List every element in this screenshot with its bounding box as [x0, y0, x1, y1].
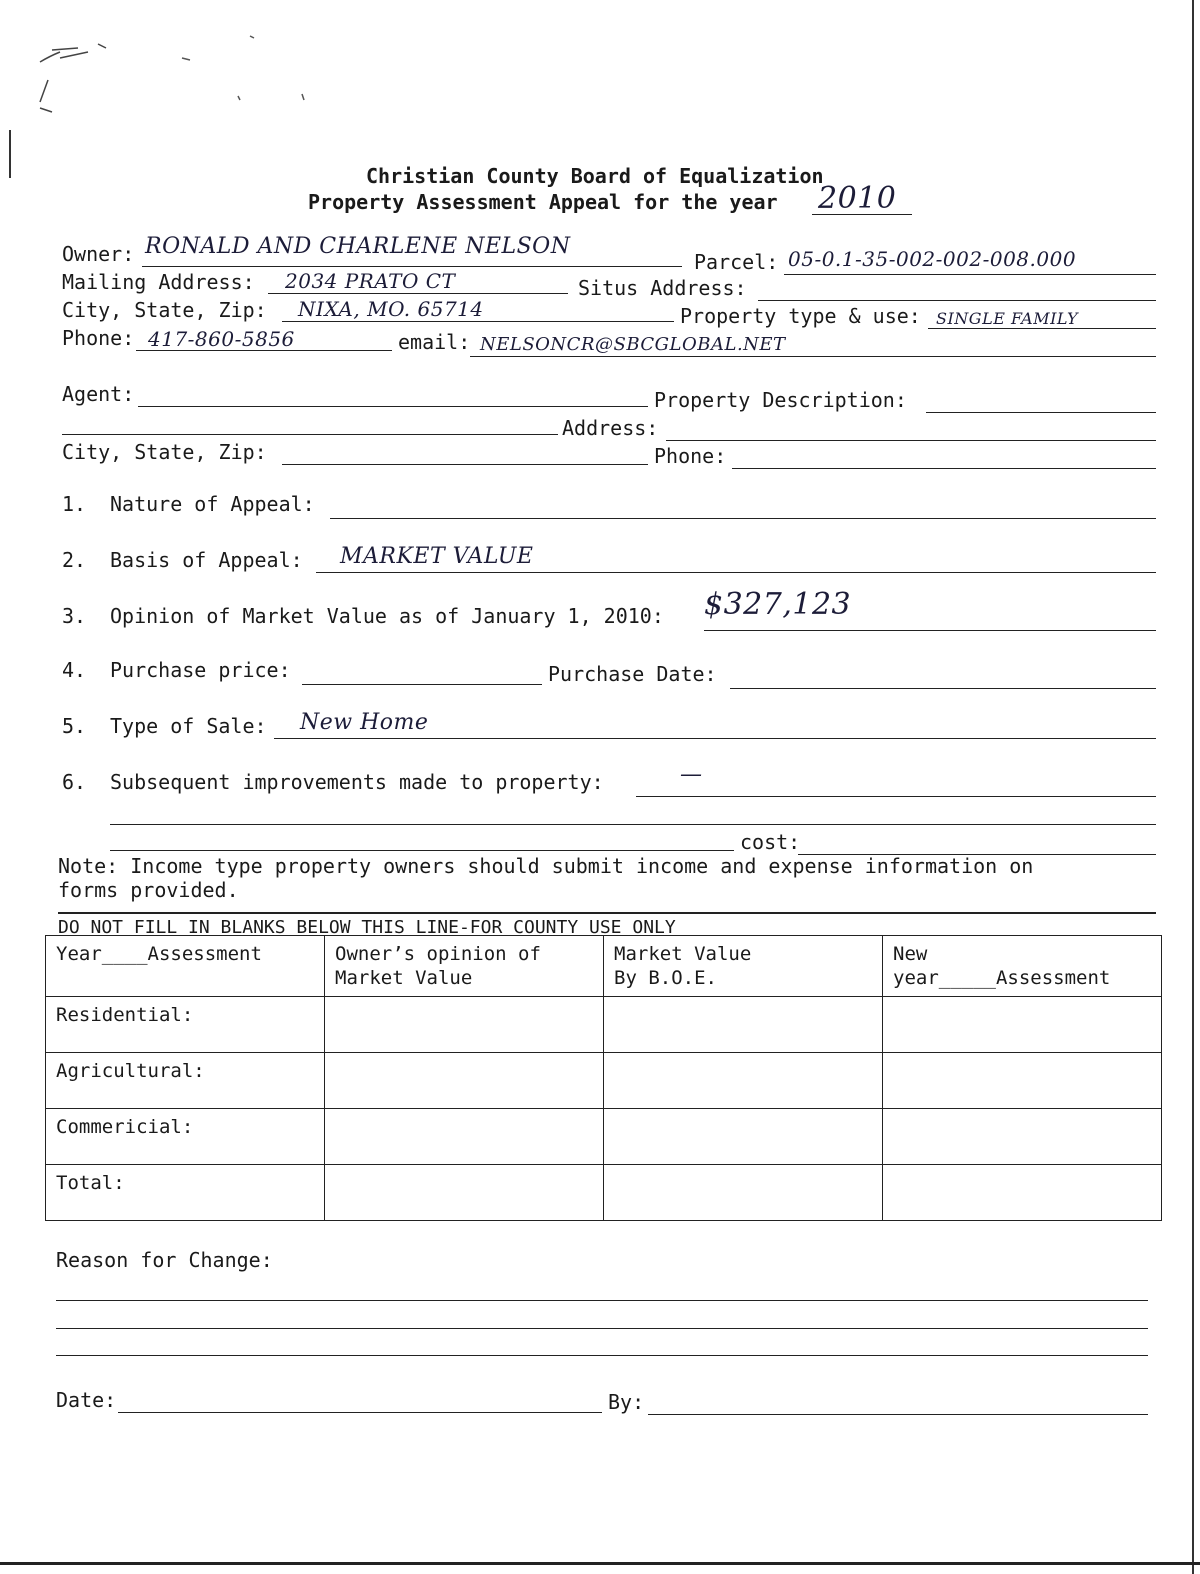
agent-label: Agent:	[62, 382, 135, 406]
city-state-zip-value: NIXA, MO. 65714	[298, 297, 484, 321]
scan-marks	[0, 0, 320, 190]
reason-line-1	[56, 1300, 1148, 1301]
opinion-of-market-value-underline	[704, 630, 1156, 631]
page-edge-right	[1192, 0, 1194, 1574]
table-cell	[325, 997, 604, 1053]
date-underline	[118, 1412, 602, 1413]
reason-line-2	[56, 1328, 1148, 1329]
table-cell	[883, 997, 1162, 1053]
table-cell	[604, 997, 883, 1053]
item-2-number: 2.	[62, 548, 87, 572]
item-6-number: 6.	[62, 770, 87, 794]
col-market-value-line-1: Market Value	[614, 943, 752, 965]
row-label-agricultural: Agricultural:	[46, 1053, 325, 1109]
parcel-value: 05-0.1-35-002-002-008.000	[788, 247, 1077, 271]
table-cell	[883, 1165, 1162, 1221]
phone-value: 417-860-5856	[148, 327, 295, 351]
owner-value: RONALD AND CHARLENE NELSON	[145, 234, 571, 259]
county-use-table	[45, 935, 1162, 1221]
agent-city-label: City, State, Zip:	[62, 440, 267, 464]
parcel-label: Parcel:	[694, 250, 779, 274]
col-year-assessment	[46, 936, 325, 997]
type-of-sale-value: New Home	[300, 710, 429, 735]
by-underline	[648, 1414, 1148, 1415]
email-value: NELSONCR@SBCGLOBAL.NET	[480, 334, 786, 355]
situs-address-label: Situs Address:	[578, 276, 747, 300]
col-market-value-line-2: By B.O.E.	[614, 967, 717, 989]
note-line-1: Note: Income type property owners should submit income and expense information on	[58, 854, 1034, 878]
improvements-line-2	[110, 824, 1156, 825]
row-label-residential: Residential:	[46, 997, 325, 1053]
property-description-underline	[926, 412, 1156, 413]
city-state-zip-underline	[282, 321, 674, 322]
col-new-year-line-1: New	[893, 943, 928, 965]
item-3-number: 3.	[62, 604, 87, 628]
table-row	[46, 1165, 1162, 1221]
owner-label: Owner:	[62, 242, 135, 266]
table-cell	[325, 1053, 604, 1109]
col-year-assessment-label: Year____Assessment	[56, 943, 262, 965]
table-row	[46, 997, 1162, 1053]
table-cell	[604, 1165, 883, 1221]
row-label-total: Total:	[46, 1165, 325, 1221]
col-new-year-assessment	[883, 936, 1162, 997]
agent-address-label: Address:	[562, 416, 659, 440]
agent-underline	[138, 406, 648, 407]
property-type-value: SINGLE FAMILY	[936, 309, 1079, 328]
table-header-row	[46, 936, 1162, 997]
subsequent-improvements-value: —	[680, 762, 703, 787]
appeal-year-value: 2010	[818, 181, 897, 216]
county-use-divider	[58, 912, 1156, 914]
subsequent-improvements-label: Subsequent improvements made to property:	[110, 770, 604, 794]
email-label: email:	[398, 330, 471, 354]
cost-label: cost:	[740, 830, 801, 854]
improvements-line-3	[110, 850, 734, 851]
nature-of-appeal-label: Nature of Appeal:	[110, 492, 315, 516]
date-label: Date:	[56, 1388, 117, 1412]
property-description-label: Property Description:	[654, 388, 907, 412]
city-state-zip-label: City, State, Zip:	[62, 298, 267, 322]
reason-line-3	[56, 1355, 1148, 1356]
table-cell	[604, 1109, 883, 1165]
item-4-number: 4.	[62, 658, 87, 682]
phone-label: Phone:	[62, 326, 135, 350]
table-cell	[604, 1053, 883, 1109]
property-type-underline	[928, 328, 1156, 329]
form-subtitle: Property Assessment Appeal for the year	[308, 190, 778, 214]
property-type-label: Property type & use:	[680, 304, 921, 328]
form-title: Christian County Board of Equalization	[366, 164, 824, 188]
basis-of-appeal-label: Basis of Appeal:	[110, 548, 303, 572]
mailing-address-underline	[268, 293, 568, 294]
table-cell	[883, 1053, 1162, 1109]
agent-phone-underline	[732, 468, 1156, 469]
agent-line-2	[62, 434, 558, 435]
by-label: By:	[608, 1390, 645, 1414]
subsequent-improvements-underline	[636, 796, 1156, 797]
mailing-address-value: 2034 PRATO CT	[285, 269, 456, 293]
col-new-year-line-2: year_____Assessment	[893, 967, 1111, 989]
page-edge-bottom	[0, 1562, 1200, 1565]
col-owner-opinion-line-1: Owner’s opinion of	[335, 943, 541, 965]
nature-of-appeal-underline	[330, 518, 1156, 519]
purchase-date-underline	[730, 688, 1156, 689]
type-of-sale-label: Type of Sale:	[110, 714, 267, 738]
basis-of-appeal-value: MARKET VALUE	[340, 544, 534, 569]
opinion-of-market-value-label: Opinion of Market Value as of January 1, 2010:	[110, 604, 664, 628]
purchase-price-label: Purchase price:	[110, 658, 291, 682]
county-use-banner: DO NOT FILL IN BLANKS BELOW THIS LINE-FOR COUNTY USE ONLY	[58, 917, 676, 938]
situs-address-underline	[758, 300, 1156, 301]
owner-underline	[142, 266, 682, 267]
table-row	[46, 1053, 1162, 1109]
phone-underline	[136, 350, 392, 351]
col-owner-opinion-line-2: Market Value	[335, 967, 473, 989]
purchase-date-label: Purchase Date:	[548, 662, 717, 686]
table-cell	[325, 1165, 604, 1221]
reason-for-change-label: Reason for Change:	[56, 1248, 273, 1272]
purchase-price-underline	[302, 684, 542, 685]
col-owner-opinion	[325, 936, 604, 997]
type-of-sale-underline	[274, 738, 1156, 739]
row-label-commercial: Commericial:	[46, 1109, 325, 1165]
mailing-address-label: Mailing Address:	[62, 270, 255, 294]
agent-phone-label: Phone:	[654, 444, 727, 468]
basis-of-appeal-underline	[316, 572, 1156, 573]
agent-city-underline	[282, 464, 648, 465]
note-line-2: forms provided.	[58, 878, 239, 902]
item-5-number: 5.	[62, 714, 87, 738]
table-cell	[883, 1109, 1162, 1165]
parcel-underline	[784, 274, 1156, 275]
year-underline	[812, 214, 912, 215]
col-market-value-boe	[604, 936, 883, 997]
agent-address-underline	[666, 440, 1156, 441]
opinion-of-market-value-value: $327,123	[704, 587, 852, 622]
item-1-number: 1.	[62, 492, 87, 516]
email-underline	[470, 356, 1156, 357]
table-row	[46, 1109, 1162, 1165]
table-cell	[325, 1109, 604, 1165]
